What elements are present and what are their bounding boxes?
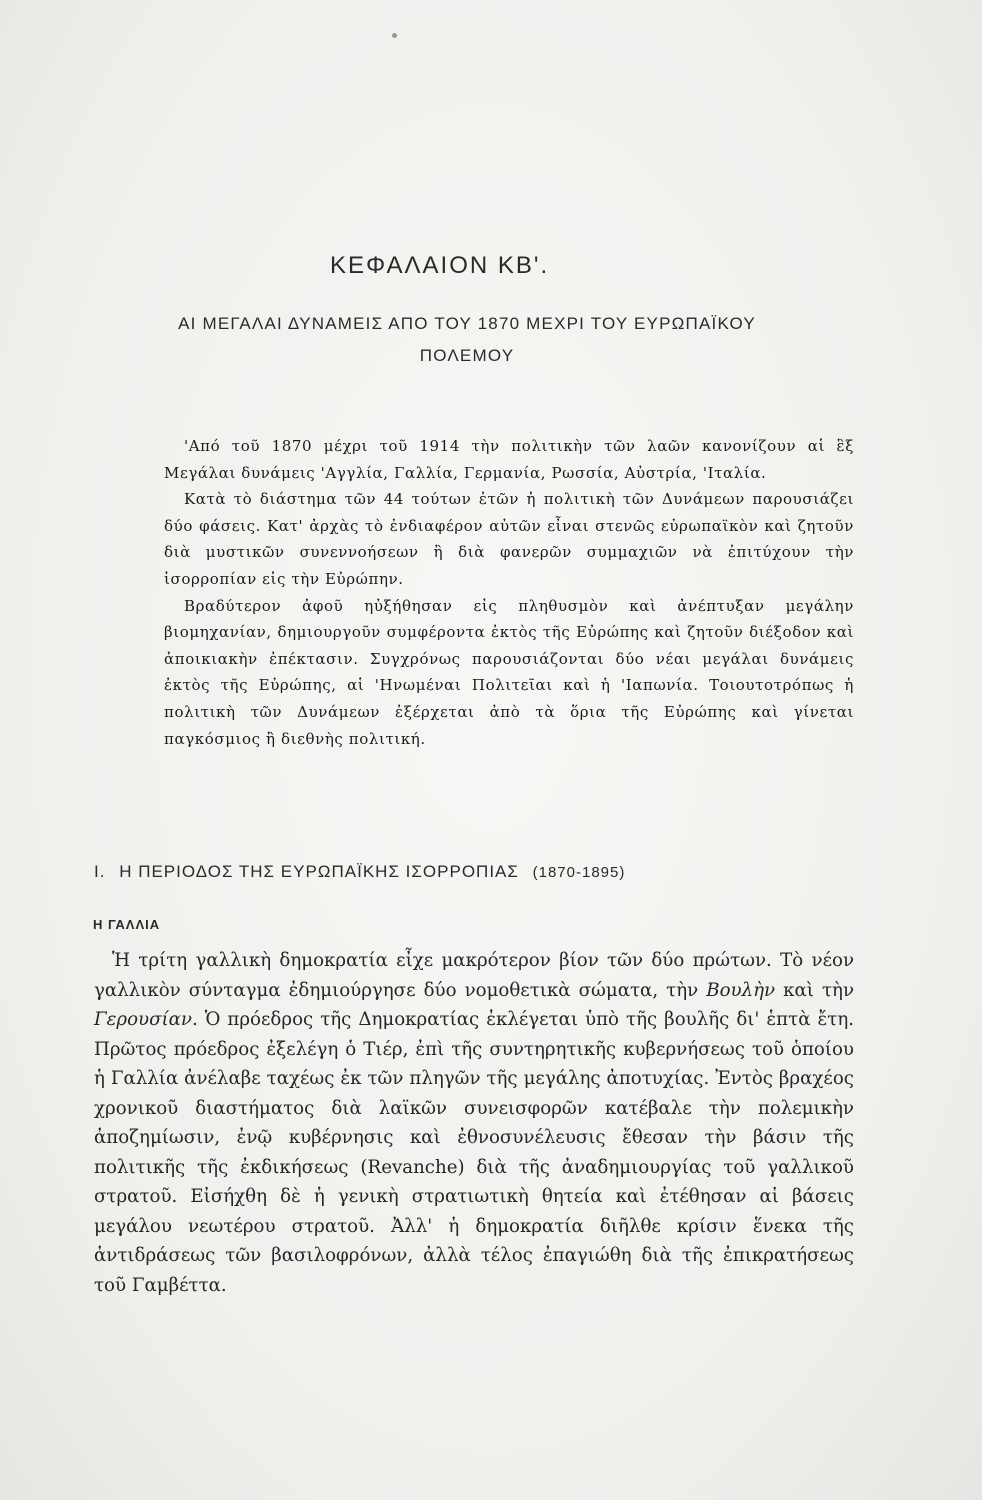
- emphasis-vouli: Βουλὴν: [706, 979, 776, 1001]
- body-paragraph: [94, 946, 854, 1300]
- body-text: [94, 946, 854, 1300]
- body-text-part: καὶ τὴν: [775, 979, 854, 1001]
- body-text-part: Ἡ τρίτη γαλλικὴ δημοκρατία εἶχε μακρότερον βίον τῶν δύο πρώτων. Τὸ νέον γαλλικὸν σύνταγμα ἐδημιούργησε δύο νομοθετικὰ σώματα, τὴν: [94, 950, 854, 1001]
- chapter-summary: [164, 433, 854, 752]
- section-years: (1870-1895): [532, 864, 626, 881]
- section-title: Η ΠΕΡΙΟΔΟΣ ΤΗΣ ΕΥΡΩΠΑΪΚΗΣ ΙΣΟΡΡΟΠΙΑΣ: [119, 862, 519, 881]
- section-number: I.: [94, 862, 106, 881]
- summary-paragraph-3: Βραδύτερον ἀφοῦ ηὐξήθησαν εἰς πληθυσμὸν καὶ ἀνέπτυξαν μεγάλην βιομηχανίαν, δημιουργοῦν συμφέροντα ἐκτὸς τῆς Εὐρώπης καὶ ζητοῦν διέξοδον καὶ ἀποικιακὴν ἐπέκτασιν. Συγχρόνως παρουσιάζονται δύο νέαι μεγάλαι δυνάμεις ἐκτὸς τῆς Εὐρώπης, αἱ 'Ηνωμέναι Πολιτεῖαι καὶ ἡ 'Ιαπωνία. Τοιουτοτρόπως ἡ πολιτικὴ τῶν Δυνάμεων ἐξέρχεται ἀπὸ τὰ ὅρια τῆς Εὐρώπης καὶ γίνεται παγκόσμιος ἢ διεθνὴς πολιτική.: [164, 596, 854, 748]
- section-heading: [94, 862, 854, 882]
- page-speck: [392, 33, 397, 38]
- summary-paragraph-1: 'Από τοῦ 1870 μέχρι τοῦ 1914 τὴν πολιτικὴν τῶν λαῶν κανονίζουν αἱ ἓξ Μεγάλαι δυνάμεις 'Αγγλία, Γαλλία, Γερμανία, Ρωσσία, Αὐστρία, 'Ιταλία.: [164, 437, 854, 482]
- chapter-subtitle: ΑΙ ΜΕΓΑΛΑΙ ΔΥΝΑΜΕΙΣ ΑΠΟ ΤΟΥ 1870 ΜΕΧΡΙ ΤΟΥ ΕΥΡΩΠΑΪΚΟΥ ΠΟΛΕΜΟΥ: [178, 314, 756, 365]
- summary-paragraph-2: Κατὰ τὸ διάστημα τῶν 44 τούτων ἐτῶν ἡ πολιτικὴ τῶν Δυνάμεων παρουσιάζει δύο φάσεις. Κατ' ἀρχὰς τὸ ἐνδιαφέρον αὐτῶν εἶναι στενῶς εὐρωπαϊκὸν καὶ ζητοῦν διὰ μυστικῶν συνεννοήσεων ἢ διὰ φανερῶν συμμαχιῶν νὰ ἐπιτύχουν τὴν ἰσορροπίαν εἰς τὴν Εὐρώπην.: [164, 490, 854, 588]
- body-text-part: . Ὁ πρόεδρος τῆς Δημοκρατίας ἐκλέγεται ὑπὸ τῆς βουλῆς δι' ἑπτὰ ἔτη. Πρῶτος πρόεδρος ἐξελέγη ὁ Τιέρ, ἐπὶ τῆς συντηρητικῆς κυβερνήσεως τοῦ ὁποίου ἡ Γαλλία ἀνέλαβε ταχέως ἐκ τῶν πληγῶν τῆς μεγάλης ἀποτυχίας. Ἐντὸς βραχέος χρονικοῦ διαστήματος διὰ λαϊκῶν συνεισφορῶν κατέβαλε τὴν πολεμικὴν ἀποζημίωσιν, ἐνῷ κυβέρνησις καὶ ἐθνοσυνέλευσις ἔθεσαν τὴν βάσιν τῆς πολιτικῆς τῆς ἐκδικήσεως (Revanche) διὰ τῆς ἀναδημιουργίας τοῦ γαλλικοῦ στρατοῦ. Εἰσήχθη δὲ ἡ γενικὴ στρατιωτικὴ θητεία καὶ ἐτέθησαν αἱ βάσεις μεγάλου νεωτέρου στρατοῦ. Ἀλλ' ἡ δημοκρατία διῆλθε κρίσιν ἕνεκα τῆς ἀντιδράσεως τῶν βασιλοφρόνων, ἀλλὰ τέλος ἐπαγιώθη διὰ τῆς ἐπικρατήσεως τοῦ Γαμβέττα.: [94, 1009, 854, 1296]
- emphasis-gerousia: Γερουσίαν: [94, 1009, 192, 1030]
- subsection-title: Η ΓΑΛΛΙΑ: [93, 917, 161, 932]
- chapter-title: ΚΕΦΑΛΑΙΟΝ ΚΒ'.: [330, 252, 550, 279]
